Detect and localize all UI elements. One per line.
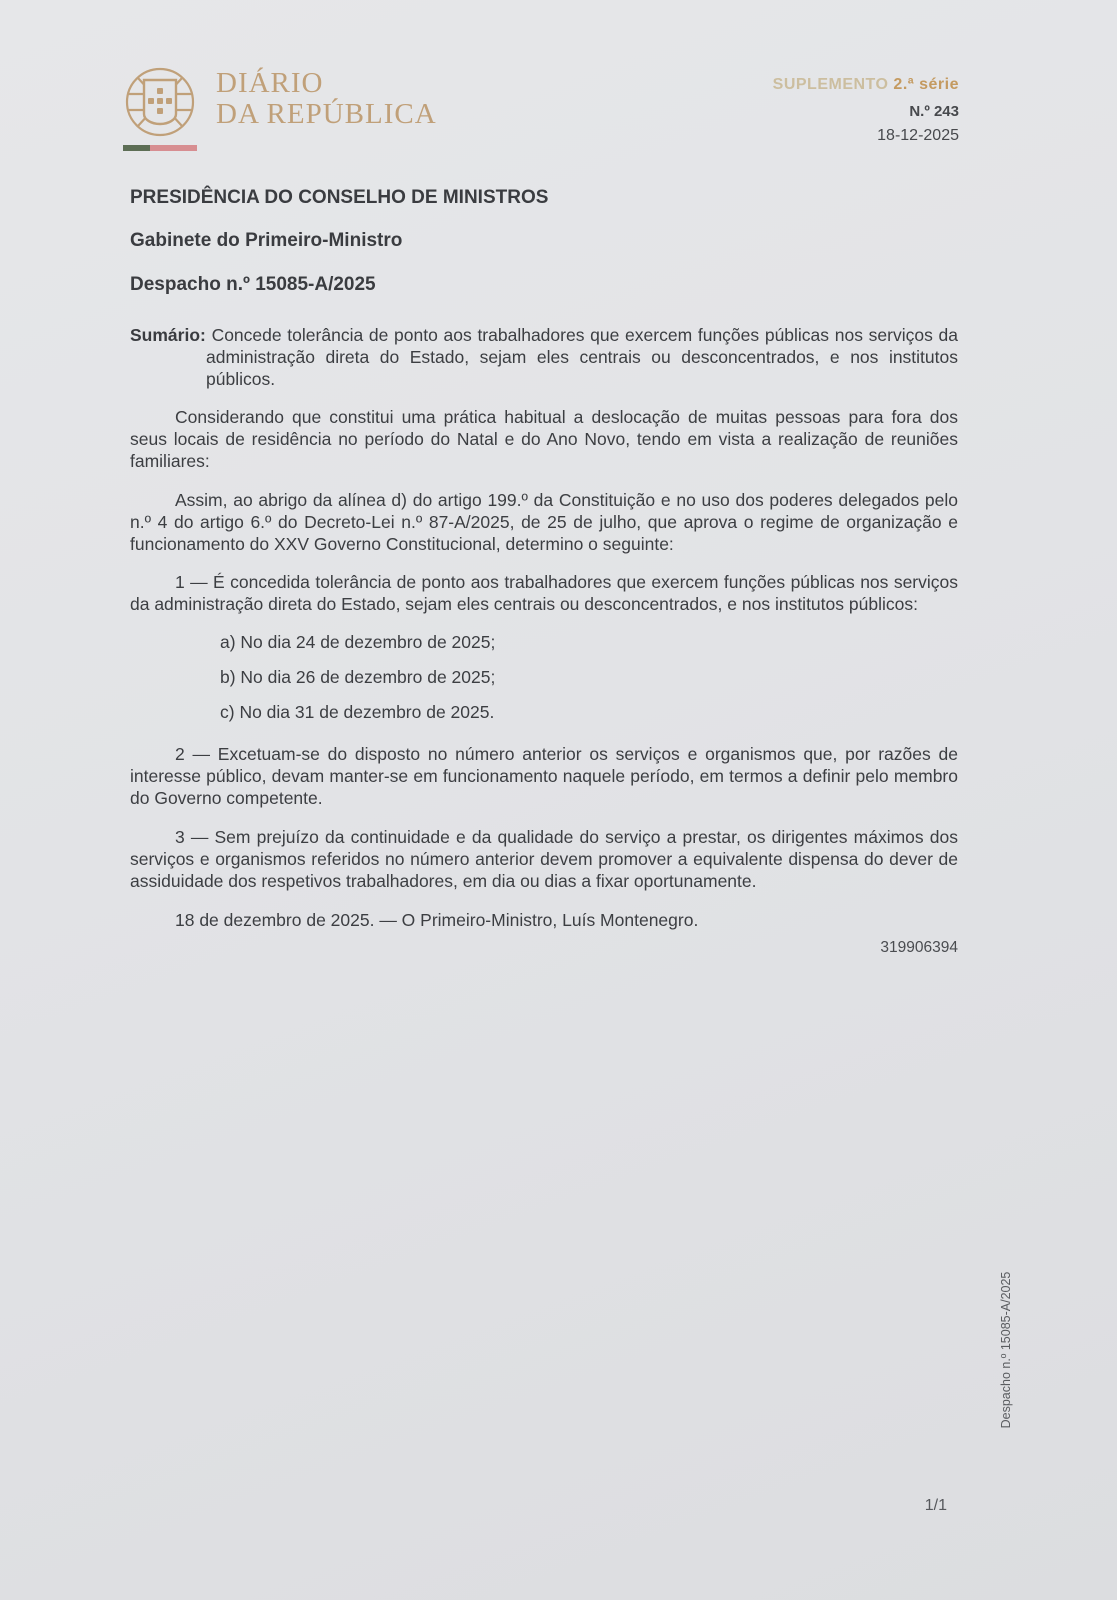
registration-number: 319906394 (880, 939, 958, 956)
issue-number: N.º 243 (909, 103, 959, 120)
portuguese-coat-of-arms-icon (120, 64, 204, 142)
issue-date: 18-12-2025 (877, 127, 959, 144)
paragraph: Considerando que constitui uma prática habitual a deslocação de muitas pessoas para fora dos seus locais de residência no período do Natal e do Ano Novo, tendo em vista a realização de reuniões familiares: (130, 407, 958, 471)
summary-label: Sumário: (130, 325, 206, 345)
paragraph: Assim, ao abrigo da alínea d) do artigo 199.º da Constituição e no uso dos poderes delegados pelo n.º 4 do artigo 6.º do Decreto-Lei n.º 87-A/2025, de 25 de julho, que aprova o regime de organização e funcionamento do XXV Governo Constitucional, determino o seguinte: (130, 490, 958, 554)
supplement-label: SUPLEMENTO (772, 76, 889, 93)
flag-green-segment (123, 145, 150, 151)
org-title: PRESIDÊNCIA DO CONSELHO DE MINISTROS (130, 187, 549, 208)
portugal-flag-bar (123, 145, 197, 151)
publication-logo (216, 68, 437, 130)
sidebar-vertical-label: Despacho n.º 15085-A/2025 (999, 1271, 1013, 1429)
office-title: Gabinete do Primeiro-Ministro (130, 230, 403, 251)
paragraph: 1 — É concedida tolerância de ponto aos trabalhadores que exercem funções públicas nos serviços da administração direta do Estado, sejam eles centrais ou desconcentrados, e nos institutos públicos: (130, 572, 958, 614)
list-item: a) No dia 24 de dezembro de 2025; (220, 632, 496, 652)
supplement-series-line (773, 76, 959, 94)
summary-paragraph (130, 324, 958, 390)
logo-line1: DIÁRIO (216, 67, 324, 99)
flag-red-segment (150, 145, 197, 151)
list-item: b) No dia 26 de dezembro de 2025; (220, 667, 496, 687)
page-indicator: 1/1 (924, 1497, 947, 1514)
paragraph: 2 — Excetuam-se do disposto no número anterior os serviços e organismos que, por razões de interesse público, devam manter-se em funcionamento naquele período, em termos a definir pelo membro do Governo competente. (130, 744, 958, 808)
document-body (130, 187, 958, 959)
issue-metadata (773, 76, 959, 145)
logo-line2: DA REPÚBLICA (216, 98, 437, 130)
summary-text: Concede tolerância de ponto aos trabalhadores que exercem funções públicas nos serviços da administração direta do Estado, sejam eles centrais ou desconcentrados, e nos institutos públicos. (206, 325, 958, 389)
signature-line: 18 de dezembro de 2025. — O Primeiro-Ministro, Luís Montenegro. (175, 910, 699, 930)
list-item: c) No dia 31 de dezembro de 2025. (220, 702, 495, 722)
series-label: 2.ª série (893, 76, 959, 93)
document-number-title: Despacho n.º 15085-A/2025 (130, 274, 376, 295)
masthead (120, 64, 437, 151)
paragraph: 3 — Sem prejuízo da continuidade e da qualidade do serviço a prestar, os dirigentes máximos dos serviços e organismos referidos no número anterior devem promover a equivalente dispensa do dever de assiduidade dos respetivos trabalhadores, em dia ou dias a fixar oportunamente. (130, 827, 958, 891)
diario-republica-emblem (120, 64, 204, 151)
